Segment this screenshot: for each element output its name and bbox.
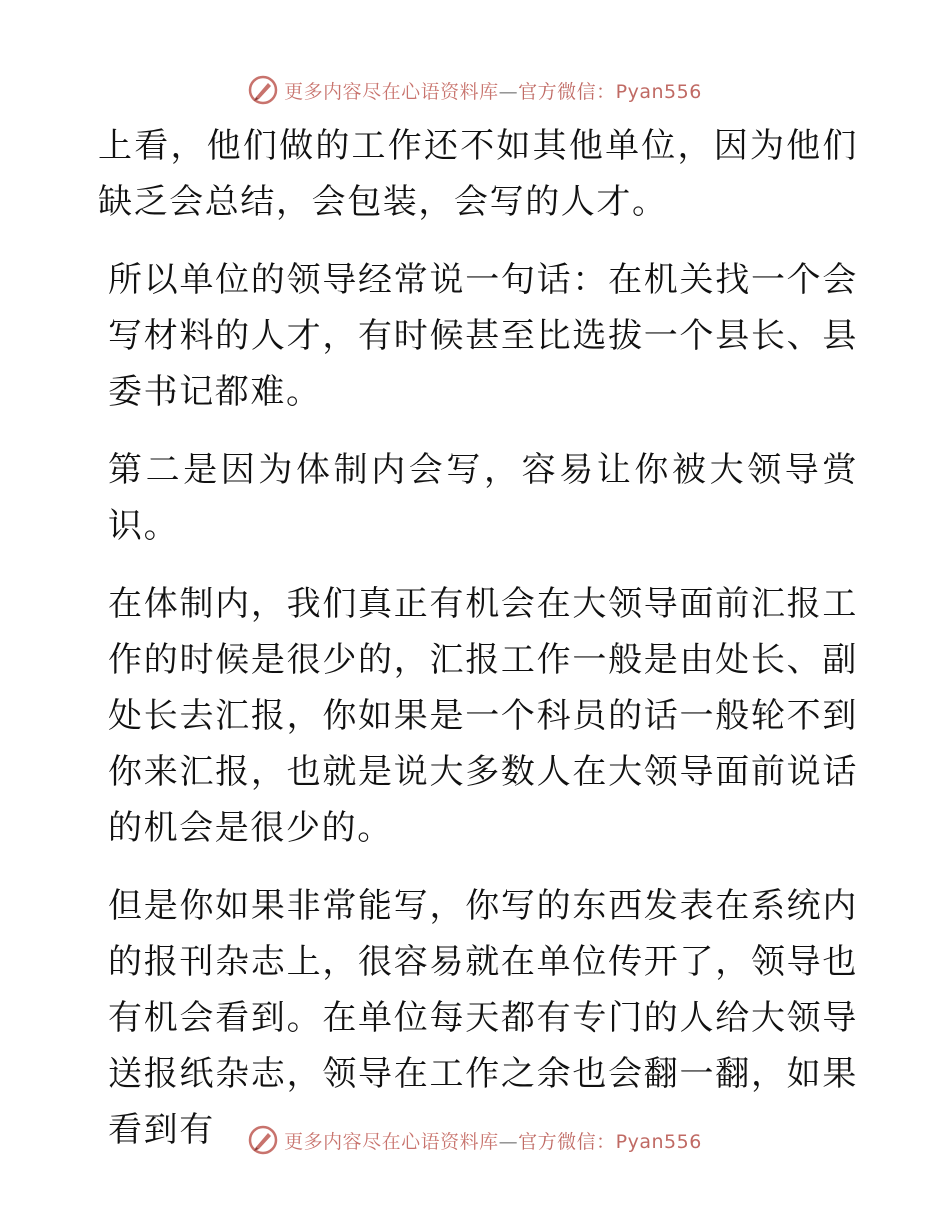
- pen-circle-logo-icon: [248, 1125, 278, 1155]
- paragraph-1: 上看，他们做的工作还不如其他单位，因为他们缺乏会总结，会包装，会写的人才。: [98, 126, 858, 222]
- footer-text: 更多内容尽在心语资料库—官方微信：Pyan556: [284, 1130, 702, 1153]
- header-banner: [0, 72, 950, 108]
- paragraph-2: 所以单位的领导经常说一句话：在机关找一个会写材料的人才，有时候甚至比选拔一个县长、县委书记都难。: [108, 260, 858, 412]
- footer-banner: [0, 1122, 950, 1158]
- pen-circle-logo-icon: [248, 75, 278, 105]
- paragraph-5: 但是你如果非常能写，你写的东西发表在系统内的报刊杂志上，很容易就在单位传开了，领导也有机会看到。在单位每天都有专门的人给大领导送报纸杂志，领导在工作之余也会翻一翻，如果看到有: [108, 886, 858, 1150]
- paragraph-4: 在体制内，我们真正有机会在大领导面前汇报工作的时候是很少的，汇报工作一般是由处长、副处长去汇报，你如果是一个科员的话一般轮不到你来汇报，也就是说大多数人在大领导面前说话的机会是很少的。: [108, 584, 858, 848]
- header-text: 更多内容尽在心语资料库—官方微信：Pyan556: [284, 80, 702, 103]
- document-body: [98, 118, 858, 1180]
- paragraph-3: 第二是因为体制内会写，容易让你被大领导赏识。: [108, 450, 858, 546]
